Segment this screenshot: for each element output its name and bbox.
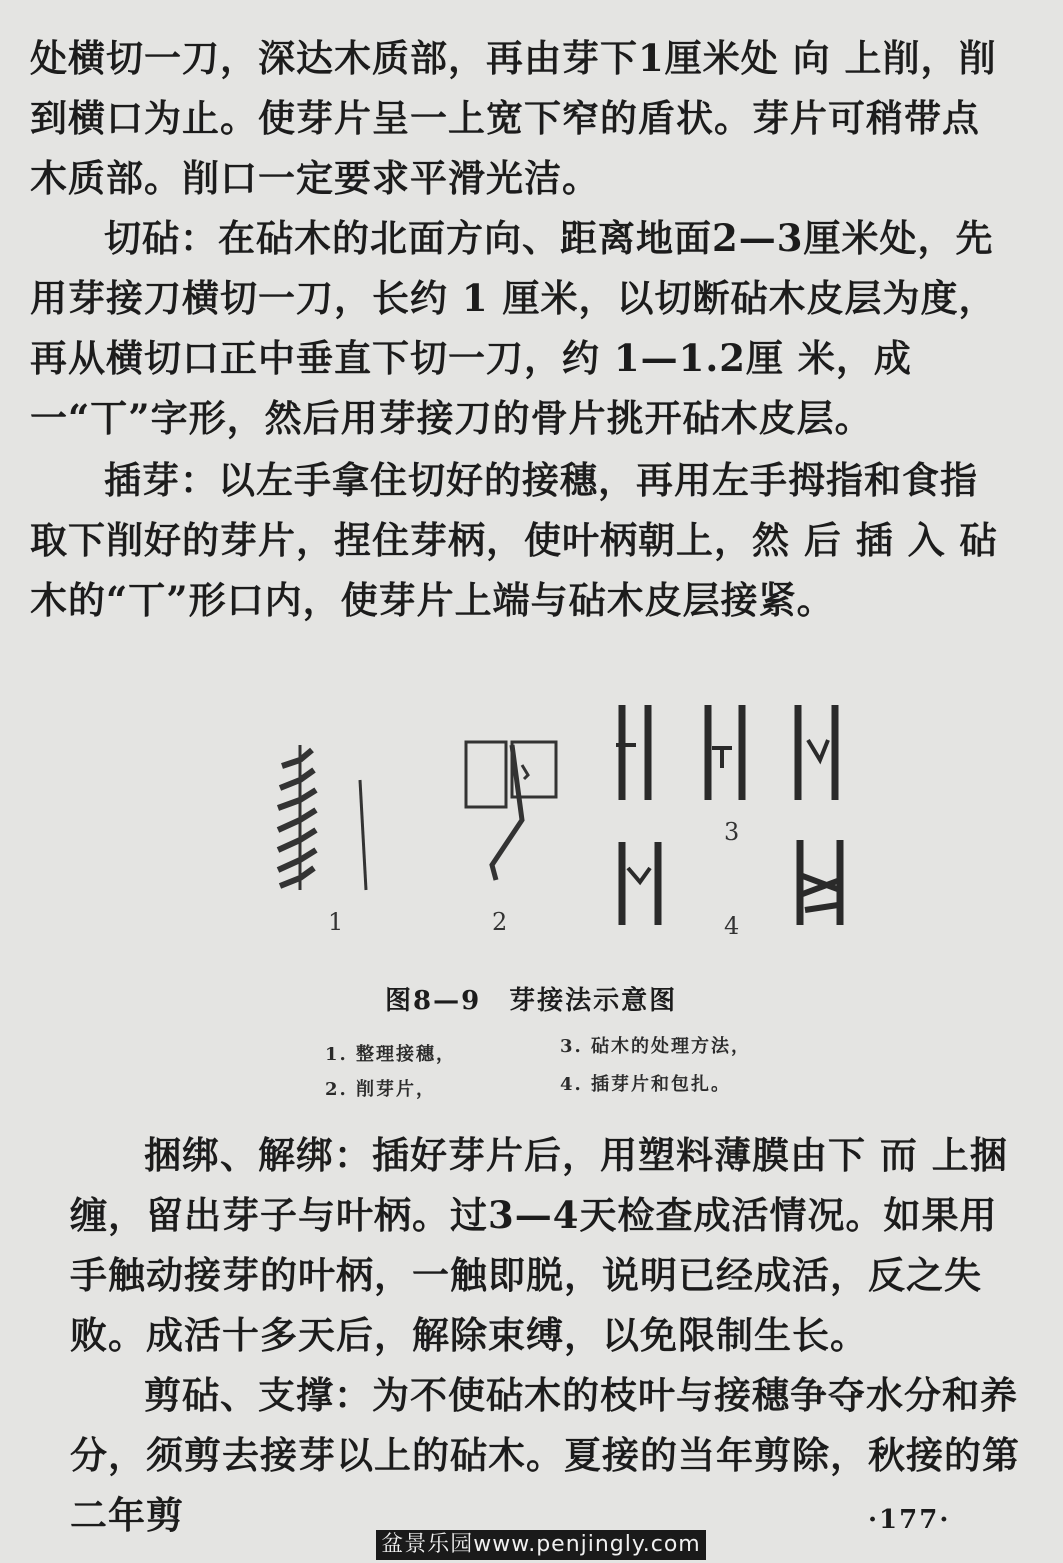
bud-grafting-diagram <box>260 690 880 950</box>
figure-number-3: 3 <box>724 818 740 846</box>
paragraph-bind-unbind: 捆绑、解绑：插好芽片后，用塑料薄膜由下 而 上捆缠，留出芽子与叶柄。过3—4天检查成活情况。如果用手触动接芽的叶柄，一触即脱，说明已经成活，反之失败。成活十多天后，解除束缚，以免限制生长。 <box>70 1133 1008 1357</box>
scion-drawing <box>278 745 366 890</box>
paragraph-cut-stock-support: 剪砧、支撑：为不使砧木的枝叶与接穗争夺水分和养分，须剪去接芽以上的砧木。夏接的当年剪除，秋接的第二年剪 <box>70 1373 1020 1537</box>
page-number: ·177· <box>868 1505 951 1535</box>
figure-number-1: 1 <box>328 908 344 936</box>
legend-item-3: 3. 砧木的处理方法， <box>560 1036 752 1057</box>
paragraph-cut-rootstock: 切砧：在砧木的北面方向、距离地面2—3厘米处，先用芽接刀横切一刀，长约 1 厘米，以切断砧木皮层为度，再从横切口正中垂直下切一刀，约 1—1.2厘 米，成一“丅”字形，然后用芽接刀的骨片挑开砧木皮层。 <box>30 216 997 440</box>
legend-item-2: 2. 削芽片， <box>325 1079 437 1100</box>
paragraph-cut-bud-continued: 处横切一刀，深达木质部，再由芽下1厘米处 向 上削，削到横口为止。使芽片呈一上宽下窄的盾状。芽片可稍带点木质部。削口一定要求平滑光洁。 <box>30 36 997 200</box>
legend-item-4: 4. 插芽片和包扎。 <box>560 1074 732 1095</box>
figure-caption: 图8—9 芽接法示意图 <box>385 986 678 1016</box>
bud-cutting-drawing <box>466 742 556 880</box>
figure-number-4: 4 <box>724 912 740 940</box>
diagram-illustration <box>260 690 880 950</box>
rootstock-t-cut-drawing <box>616 705 835 800</box>
site-watermark: 盆景乐园www.penjingly.com <box>376 1530 706 1560</box>
figure-number-2: 2 <box>492 908 508 936</box>
legend-item-1: 1. 整理接穗， <box>325 1044 457 1065</box>
paragraph-insert-bud: 插芽：以左手拿住切好的接穗，再用左手拇指和食指取下削好的芽片，捏住芽柄，使叶柄朝上，然 后 插 入 砧木的“丅”形口内，使芽片上端与砧木皮层接紧。 <box>30 458 998 622</box>
